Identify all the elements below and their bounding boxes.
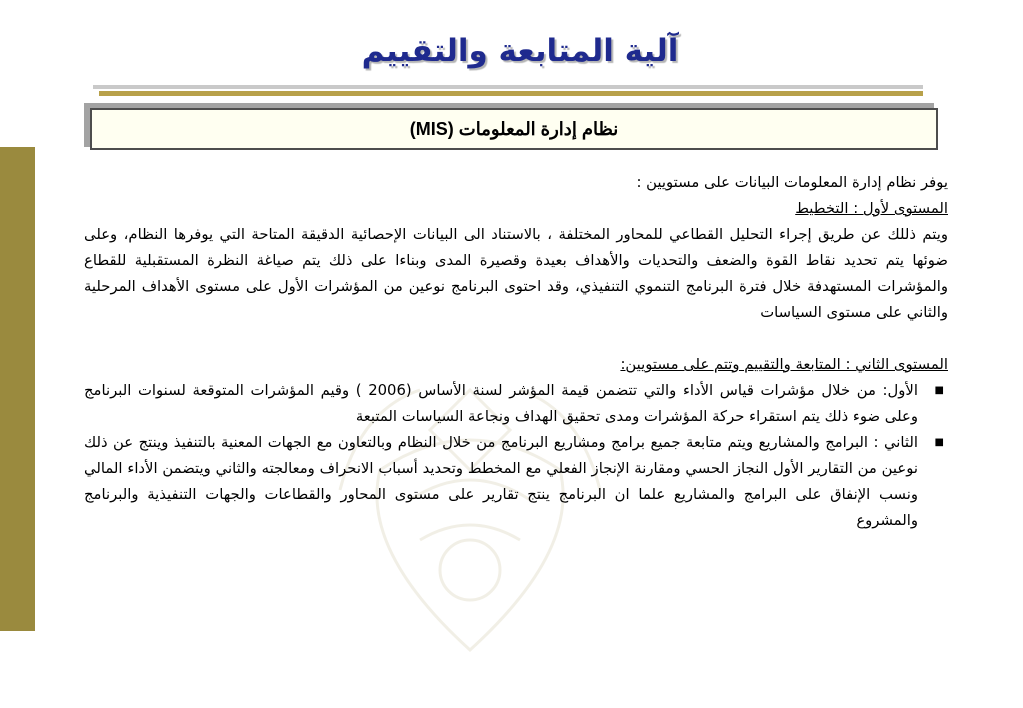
title-rule-gold [99,91,923,96]
bullet-item-second [84,430,948,534]
level2-heading: المستوى الثاني : المتابعة والتقييم وتتم على مستويين: [620,356,948,373]
section-header: نظام إدارة المعلومات (MIS) [90,108,938,150]
paragraph-gap [84,326,948,352]
bullet-text-second: الثاني : البرامج والمشاريع ويتم متابعة جميع برامج ومشاريع البرنامج من خلال النظام وبالتعاون مع الجهات المعنية بالتنفيذ وينتج عن ذلك نوعين من التقارير الأول النجاز الحسي ومقارنة الإنجاز الفعلي مع المخطط وتحديد أسباب الانحراف ومعالجته والثاني ويتضمن الأداء المالي ونسب الإنفاق على البرامج والمشاريع علما ان البرنامج ينتج تقارير على مستوى المحاور والقطاعات والجهات التنفيذية والبرنامج والمشروع [84,434,918,529]
level1-paragraph: ويتم ذللك عن طريق إجراء التحليل القطاعي للمحاور المختلفة ، بالاستناد الى البيانات الإحصائية الدقيقة المتاحة التي يوفرها النظام، وعلى ضوئها يتم تحديد نقاط القوة والضعف والتحديات والأهداف بعيدة وقصيرة المدى وبناءا على ذلك يتم صياغة النظرة المستقبلية للقطاع والمؤشرات المستهدفة خلال فترة البرنامج التنموي التنفيذي، وقد احتوى البرنامج نوعين من المؤشرات الأول على مستوى الأهداف المرحلية والثاني على مستوى السياسات [84,226,948,321]
level2-bullet-list [84,378,948,534]
intro-line: يوفر نظام إدارة المعلومات البيانات على مستويين : [636,174,948,191]
bullet-item-first [84,378,948,430]
decorative-side-bar [0,147,35,631]
content-body [84,170,948,534]
page-title: آلية المتابعة والتقييم [361,33,679,69]
title-rule-grey [93,85,923,89]
bullet-square-icon: ■ [934,437,944,448]
level1-heading: المستوى لأول : التخطيط [795,200,948,217]
bullet-square-icon: ■ [934,385,944,396]
bullet-text-first: الأول: من خلال مؤشرات قياس الأداء والتي تتضمن قيمة المؤشر لسنة الأساس (2006 ) وقيم المؤشرات المتوقعة لسنوات البرنامج وعلى ضوء ذلك يتم استقراء حركة المؤشرات ومدى تحقيق الهداف ونجاعة السياسات المتبعة [84,382,918,425]
